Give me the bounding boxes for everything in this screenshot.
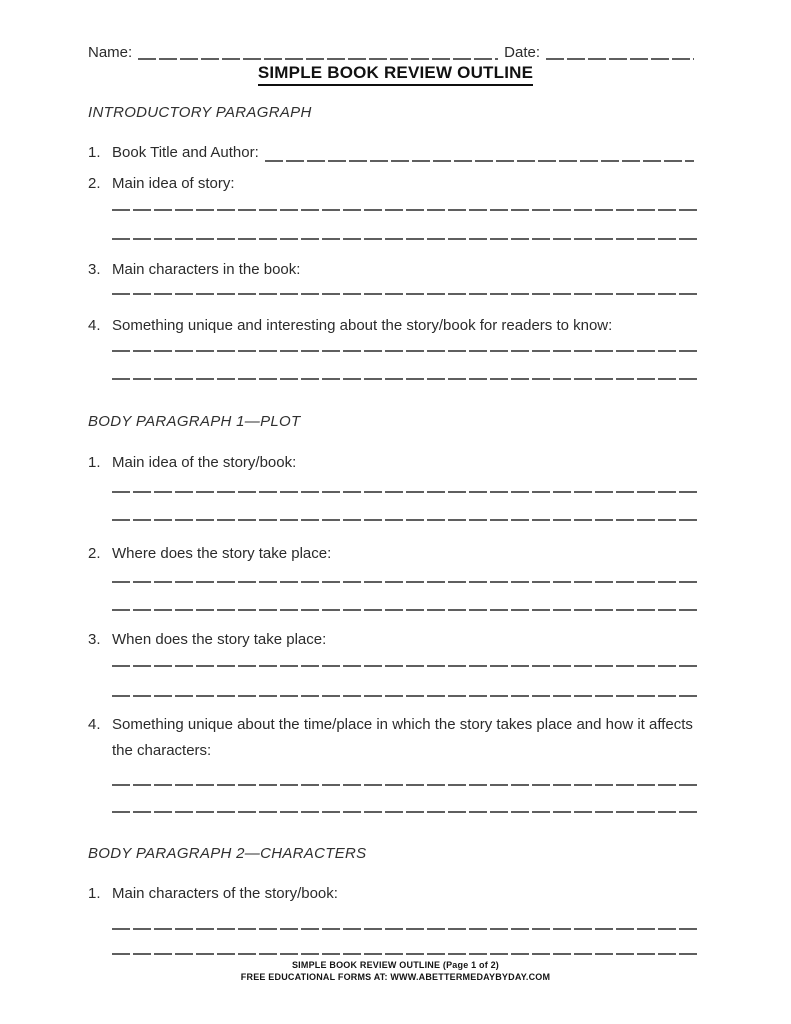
question: [88, 627, 700, 653]
question-number: 2.: [88, 545, 101, 562]
question-number: 4.: [88, 317, 101, 334]
answer-line[interactable]: [112, 519, 700, 521]
answer-line[interactable]: [112, 238, 700, 240]
question-label: Something unique about the time/place in which the story takes place and how it affects the characters:: [112, 716, 693, 759]
answer-line[interactable]: [112, 665, 700, 667]
footer-title: SIMPLE BOOK REVIEW OUTLINE (Page 1 of 2): [291, 960, 500, 970]
question-label: When does the story take place:: [112, 631, 327, 648]
question: [88, 313, 700, 339]
title-wrap: [0, 63, 791, 86]
answer-line[interactable]: [112, 695, 700, 697]
section-heading-body1-plot: BODY PARAGRAPH 1—PLOT: [88, 413, 301, 430]
question: [88, 450, 700, 476]
section-heading-introductory: INTRODUCTORY PARAGRAPH: [88, 104, 312, 121]
answer-line[interactable]: [112, 350, 700, 352]
date-line[interactable]: [546, 58, 694, 60]
section-heading-body2-characters: BODY PARAGRAPH 2—CHARACTERS: [88, 845, 367, 862]
answer-line[interactable]: [112, 811, 700, 813]
answer-line[interactable]: [112, 609, 700, 611]
question: [88, 541, 700, 567]
question-label: Where does the story take place:: [112, 545, 332, 562]
question-number: 3.: [88, 261, 101, 278]
question-label: Main characters of the story/book:: [112, 885, 338, 902]
question-label: Something unique and interesting about the story/book for readers to know:: [112, 317, 613, 334]
question: [88, 881, 700, 907]
answer-line[interactable]: [112, 491, 700, 493]
question-number: 3.: [88, 631, 101, 648]
name-label: Name:: [88, 44, 133, 61]
name-line[interactable]: [138, 58, 498, 60]
question: [88, 712, 700, 764]
question-number: 1.: [88, 144, 101, 161]
answer-line[interactable]: [112, 378, 700, 380]
page-footer: [0, 960, 791, 983]
answer-line[interactable]: [112, 953, 700, 955]
answer-line[interactable]: [112, 293, 700, 295]
question-number: 1.: [88, 885, 101, 902]
answer-line[interactable]: [112, 209, 700, 211]
question: [88, 257, 700, 283]
answer-line[interactable]: [112, 928, 700, 930]
question: [88, 171, 700, 197]
question-label: Main idea of story:: [112, 175, 235, 192]
question-label: Book Title and Author:: [112, 144, 259, 161]
question: [88, 140, 700, 166]
question-number: 4.: [88, 716, 101, 733]
answer-line[interactable]: [112, 581, 700, 583]
date-label: Date:: [504, 44, 540, 61]
page-title: SIMPLE BOOK REVIEW OUTLINE: [258, 63, 533, 86]
question-number: 1.: [88, 454, 101, 471]
answer-line[interactable]: [265, 160, 694, 162]
question-label: Main characters in the book:: [112, 261, 301, 278]
footer-source: FREE EDUCATIONAL FORMS AT: WWW.ABETTERMEDAYBYDAY.COM: [240, 971, 551, 982]
question-label: Main idea of the story/book:: [112, 454, 297, 471]
answer-line[interactable]: [112, 784, 700, 786]
name-date-row: [88, 44, 700, 62]
question-number: 2.: [88, 175, 101, 192]
